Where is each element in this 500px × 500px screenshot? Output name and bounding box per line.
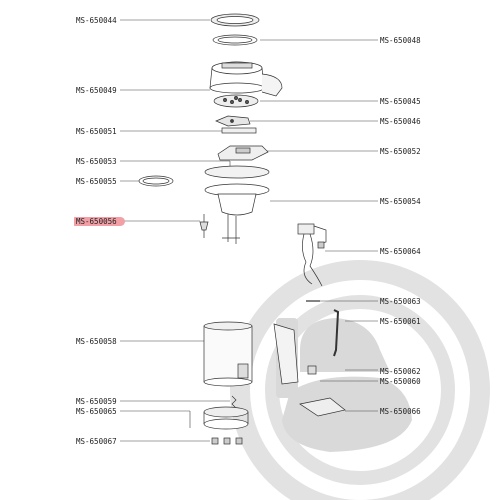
- top-cover-part: [210, 62, 282, 96]
- label-part-650053: MS-650053: [76, 157, 117, 166]
- parts: [139, 14, 345, 444]
- label-part-650065: MS-650065: [76, 407, 117, 416]
- label-part-650046: MS-650046: [380, 117, 421, 126]
- label-part-650054: MS-650054: [380, 197, 421, 206]
- blade-part: [200, 214, 208, 238]
- switch-part: [308, 366, 316, 374]
- label-part-650058: MS-650058: [76, 337, 117, 346]
- mechanism-part: [218, 146, 268, 160]
- label-part-650067: MS-650067: [76, 437, 117, 446]
- watermark-logo: [240, 270, 480, 500]
- label-part-650048: MS-650048: [380, 36, 421, 45]
- label-part-650051: MS-650051: [76, 127, 117, 136]
- label-part-650055: MS-650055: [76, 177, 117, 186]
- seal-part: [213, 35, 257, 45]
- label-part-650056-highlighted[interactable]: MS-650056: [74, 217, 125, 226]
- ring-gasket-part: [139, 176, 173, 186]
- label-part-650060: MS-650060: [380, 377, 421, 386]
- label-part-650044: MS-650044: [76, 16, 117, 25]
- lid-ring-part: [211, 14, 259, 26]
- bracket-part: [216, 116, 250, 126]
- label-part-650066: MS-650066: [380, 407, 421, 416]
- label-part-650049: MS-650049: [76, 86, 117, 95]
- label-part-650052: MS-650052: [380, 147, 421, 156]
- feet-part: [212, 438, 242, 444]
- label-part-650064: MS-650064: [380, 247, 421, 256]
- label-part-650063: MS-650063: [380, 297, 421, 306]
- label-part-650061: MS-650061: [380, 317, 421, 326]
- label-part-650062: MS-650062: [380, 367, 421, 376]
- motor-housing-part: [205, 166, 269, 244]
- body-cylinder-part: [204, 322, 252, 386]
- label-part-650059: MS-650059: [76, 397, 117, 406]
- label-part-650045: MS-650045: [380, 97, 421, 106]
- perforated-disc-part: [214, 95, 258, 107]
- flat-plate-part: [222, 128, 256, 133]
